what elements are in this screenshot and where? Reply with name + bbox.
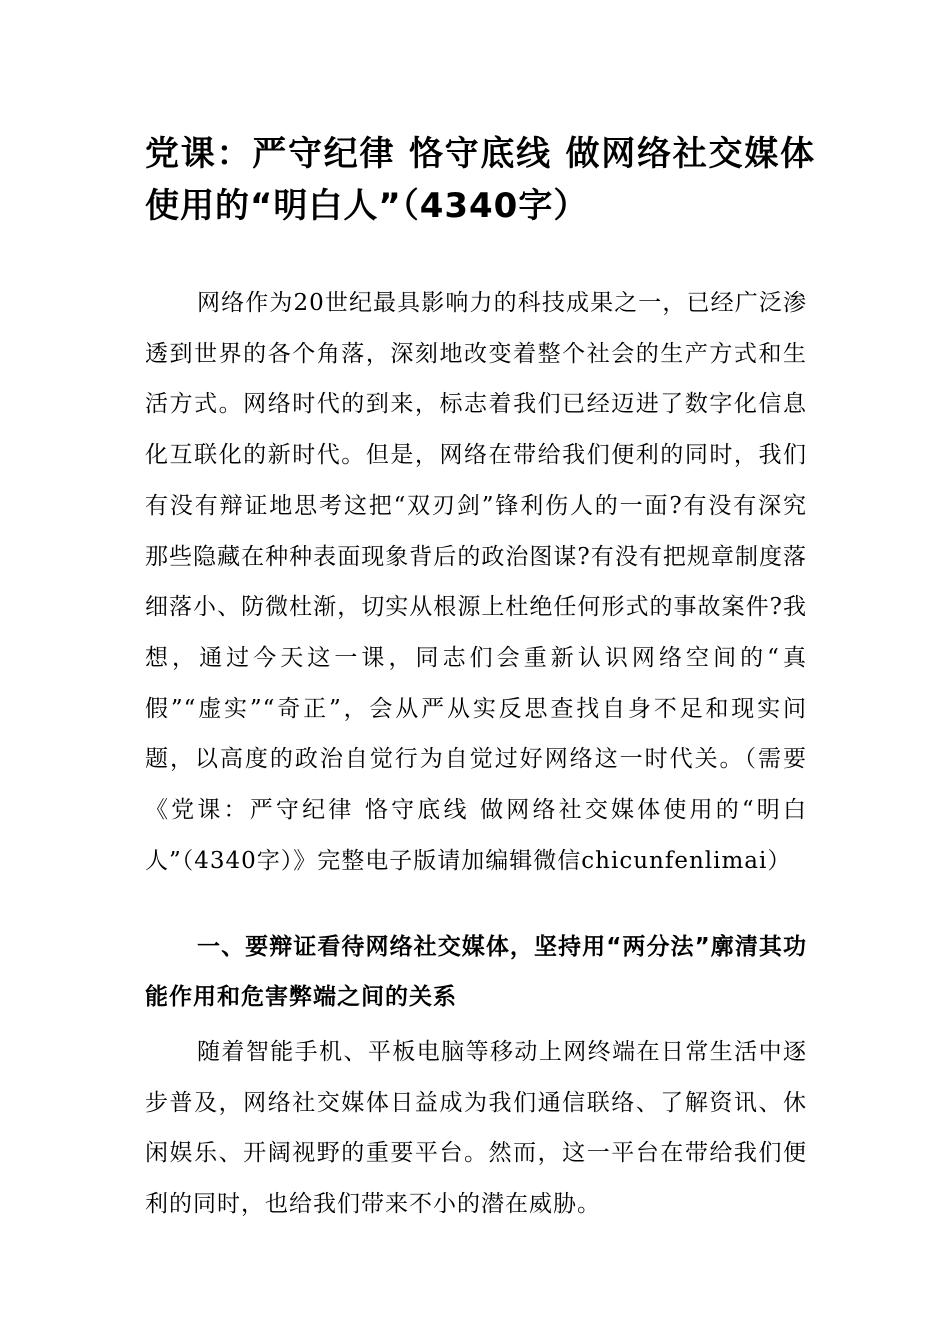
document-title: 党课：严守纪律 恪守底线 做网络社交媒体使用的“明白人”（4340字） <box>145 134 815 226</box>
body-paragraph: 随着智能手机、平板电脑等移动上网终端在日常生活中逐步普及，网络社交媒体日益成为我们通信联络、了解资讯、休闲娱乐、开阔视野的重要平台。然而，这一平台在带给我们便利的同时，也给我们带来不小的潜在威胁。 <box>145 1039 807 1218</box>
section-heading: 一、要辩证看待网络社交媒体，坚持用“两分法”廓清其功能作用和危害弊端之间的关系 <box>145 934 807 1010</box>
intro-paragraph: 网络作为20世纪最具影响力的科技成果之一，已经广泛渗透到世界的各个角落，深刻地改变着整个社会的生产方式和生活方式。网络时代的到来，标志着我们已经迈进了数字化信息化互联化的新时代。但是，网络在带给我们便利的同时，我们有没有辩证地思考这把“双刃剑”锋利伤人的一面?有没有深究那些隐藏在种种表面现象背后的政治图谋?有没有把规章制度落细落小、防微杜渐，切实从根源上杜绝任何形式的事故案件?我想，通过今天这一课，同志们会重新认识网络空间的“真假”“虚实”“奇正”，会从严从实反思查找自身不足和现实问题，以高度的政治自觉行为自觉过好网络这一时代关。（需要《党课：严守纪律 恪守底线 做网络社交媒体使用的“明白人”（4340字）》完整电子版请加编辑微信chicunfenlimai） <box>145 290 807 874</box>
